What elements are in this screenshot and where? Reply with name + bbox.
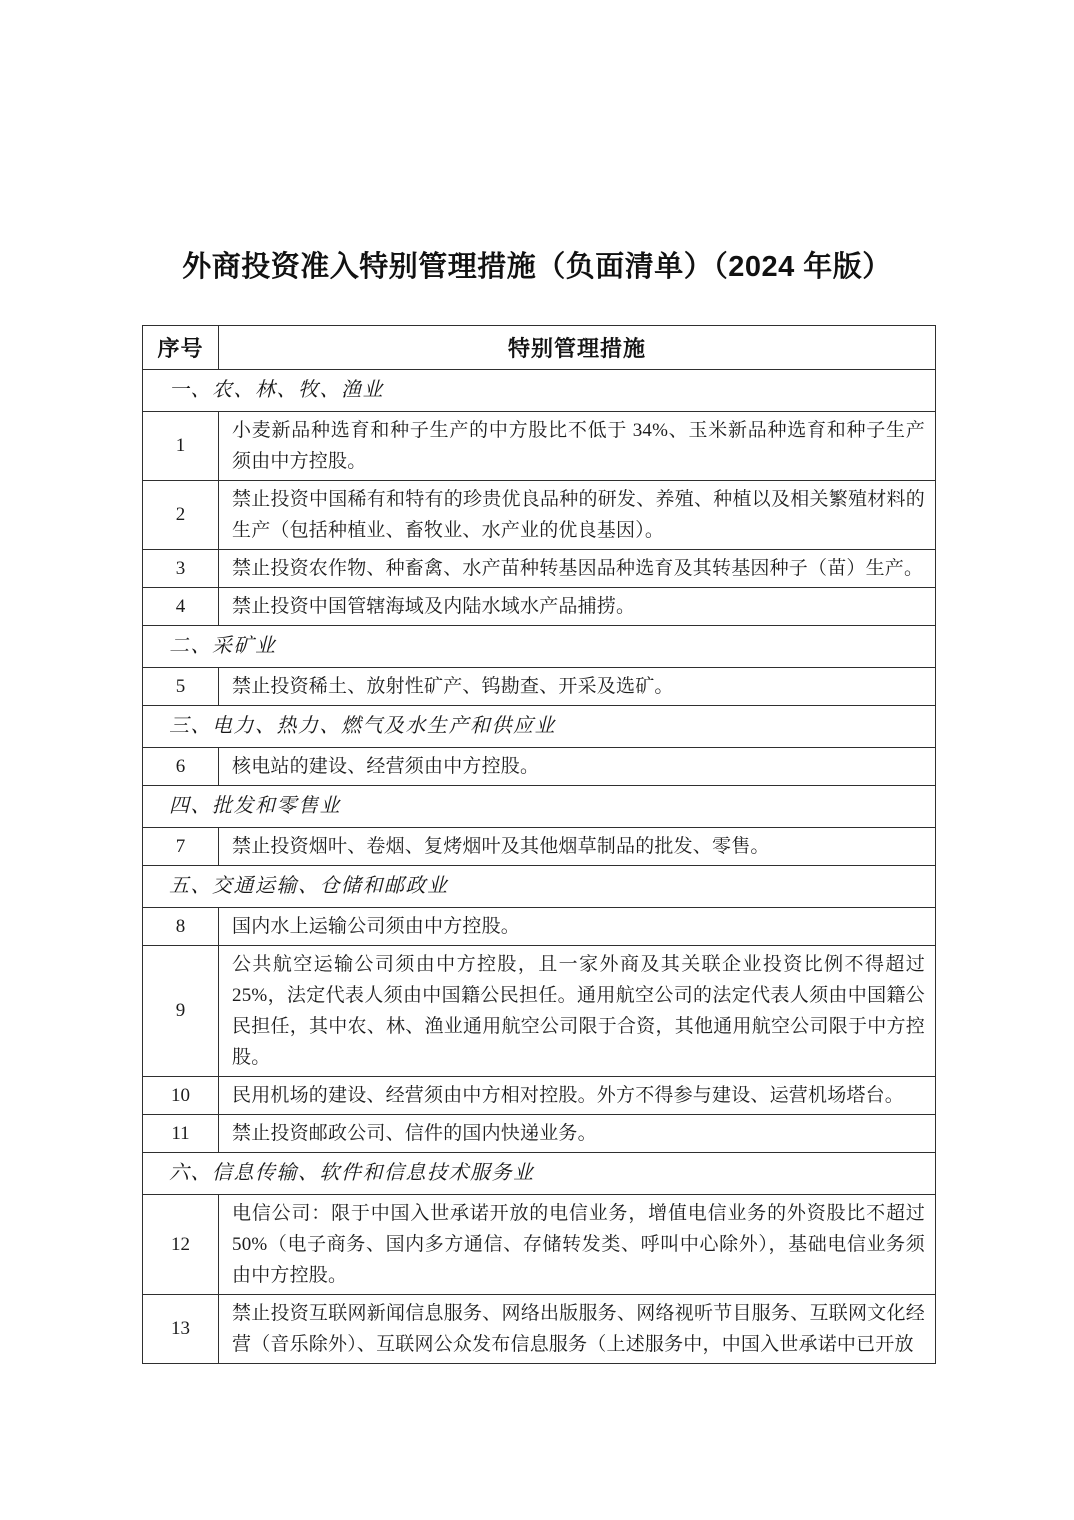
measure-row [143, 1077, 936, 1115]
measure-row [143, 908, 936, 946]
measure-row [143, 1115, 936, 1153]
measure-text: 民用机场的建设、经营须由中方相对控股。外方不得参与建设、运营机场塔台。 [219, 1077, 936, 1115]
section-title: 一、农、林、牧、渔业 [143, 370, 936, 412]
measure-text: 禁止投资稀土、放射性矿产、钨勘查、开采及选矿。 [219, 668, 936, 706]
measure-text: 禁止投资烟叶、卷烟、复烤烟叶及其他烟草制品的批发、零售。 [219, 828, 936, 866]
section-row [143, 706, 936, 748]
measure-row [143, 412, 936, 481]
row-serial-number: 12 [143, 1195, 219, 1295]
measure-text: 禁止投资中国管辖海域及内陆水域水产品捕捞。 [219, 588, 936, 626]
measure-text: 禁止投资农作物、种畜禽、水产苗种转基因品种选育及其转基因种子（苗）生产。 [219, 550, 936, 588]
row-serial-number: 6 [143, 748, 219, 786]
row-serial-number: 4 [143, 588, 219, 626]
header-special-measures: 特别管理措施 [219, 326, 936, 370]
section-row [143, 786, 936, 828]
measure-row [143, 748, 936, 786]
section-title: 六、信息传输、软件和信息技术服务业 [143, 1153, 936, 1195]
measure-row [143, 828, 936, 866]
row-serial-number: 2 [143, 481, 219, 550]
row-serial-number: 8 [143, 908, 219, 946]
section-title: 三、电力、热力、燃气及水生产和供应业 [143, 706, 936, 748]
row-serial-number: 9 [143, 946, 219, 1077]
section-row [143, 1153, 936, 1195]
section-row [143, 866, 936, 908]
row-serial-number: 13 [143, 1295, 219, 1364]
measure-text: 核电站的建设、经营须由中方控股。 [219, 748, 936, 786]
row-serial-number: 7 [143, 828, 219, 866]
measure-row [143, 481, 936, 550]
measure-text: 禁止投资互联网新闻信息服务、网络出版服务、网络视听节目服务、互联网文化经营（音乐除外）、互联网公众发布信息服务（上述服务中，中国入世承诺中已开放 [219, 1295, 936, 1364]
measure-row [143, 588, 936, 626]
table-header-row [143, 326, 936, 370]
measure-text: 电信公司：限于中国入世承诺开放的电信业务，增值电信业务的外资股比不超过 50%（电子商务、国内多方通信、存储转发类、呼叫中心除外），基础电信业务须由中方控股。 [219, 1195, 936, 1295]
section-row [143, 626, 936, 668]
header-serial-number: 序号 [143, 326, 219, 370]
measure-text: 公共航空运输公司须由中方控股，且一家外商及其关联企业投资比例不得超过 25%，法定代表人须由中国籍公民担任。通用航空公司的法定代表人须由中国籍公民担任，其中农、林、渔业通用航空公司限于合资，其他通用航空公司限于中方控股。 [219, 946, 936, 1077]
section-title: 五、交通运输、仓储和邮政业 [143, 866, 936, 908]
measure-text: 禁止投资中国稀有和特有的珍贵优良品种的研发、养殖、种植以及相关繁殖材料的生产（包括种植业、畜牧业、水产业的优良基因）。 [219, 481, 936, 550]
measure-text: 禁止投资邮政公司、信件的国内快递业务。 [219, 1115, 936, 1153]
measure-row [143, 1195, 936, 1295]
measure-row [143, 1295, 936, 1364]
measure-row [143, 668, 936, 706]
document-title: 外商投资准入特别管理措施（负面清单）（2024 年版） [182, 251, 892, 283]
section-row [143, 370, 936, 412]
table-body [143, 370, 936, 1364]
section-title: 二、采矿业 [143, 626, 936, 668]
measure-row [143, 550, 936, 588]
row-serial-number: 5 [143, 668, 219, 706]
row-serial-number: 3 [143, 550, 219, 588]
row-serial-number: 1 [143, 412, 219, 481]
measure-row [143, 946, 936, 1077]
row-serial-number: 11 [143, 1115, 219, 1153]
section-title: 四、批发和零售业 [143, 786, 936, 828]
negative-list-table [142, 325, 936, 1364]
measure-text: 国内水上运输公司须由中方控股。 [219, 908, 936, 946]
row-serial-number: 10 [143, 1077, 219, 1115]
measure-text: 小麦新品种选育和种子生产的中方股比不低于 34%、玉米新品种选育和种子生产须由中方控股。 [219, 412, 936, 481]
